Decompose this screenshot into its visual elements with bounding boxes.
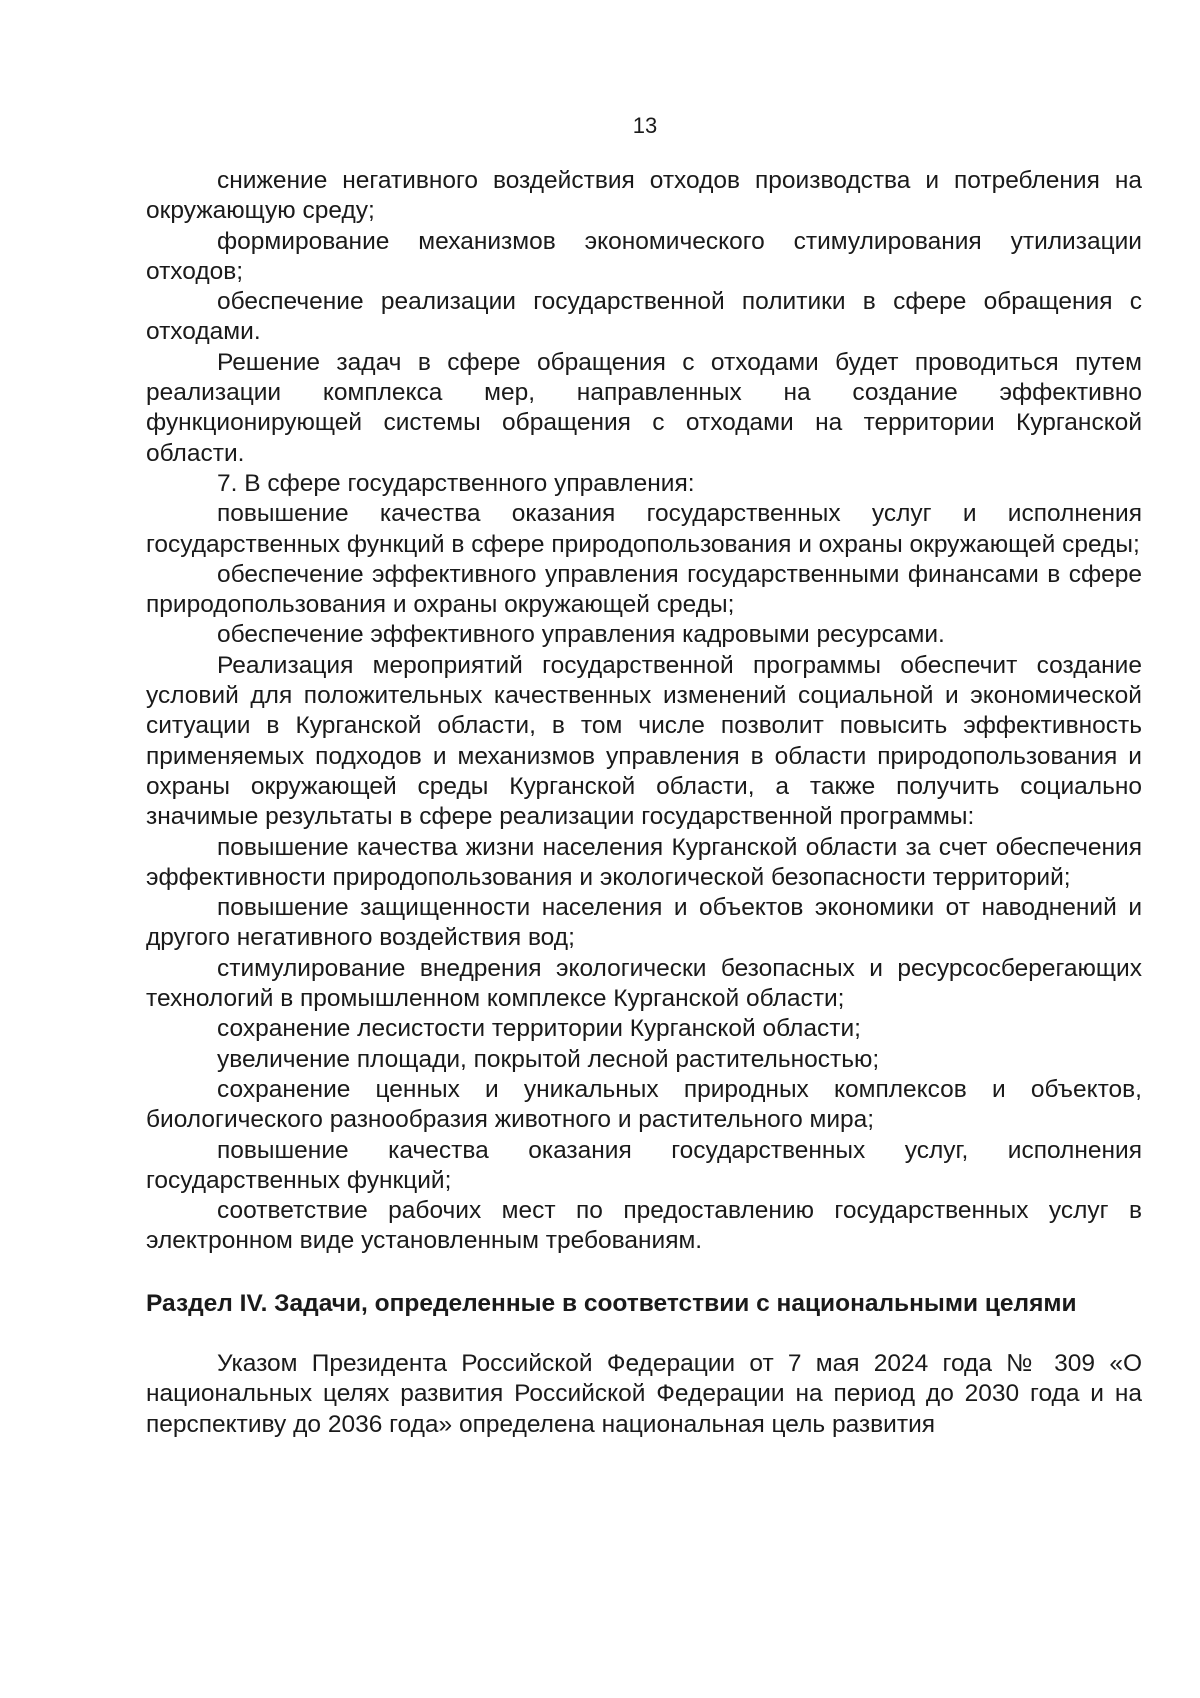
paragraph: Решение задач в сфере обращения с отходами будет проводиться путем реализации комплекса мер, направленных на создание эффективно функционирующей системы обращения с отходами на территории Курганской области. (146, 348, 1142, 467)
paragraph: соответствие рабочих мест по предоставлению государственных услуг в электронном виде установленным требованиям. (146, 1197, 1142, 1255)
page-number: 13 (632, 113, 658, 138)
paragraph: повышение качества оказания государственных услуг, исполнения государственных функций; (146, 1136, 1142, 1194)
paragraph: Реализация мероприятий государственной программы обеспечит создание условий для положительных качественных изменений социальной и экономической ситуации в Курганской области, в том числе позволит повысить эффективность применяемых подходов и механизмов управления в области природопользования и охраны окружающей среды Курганской области, а также получить социально значимые результаты в сфере реализации государственной программы: (146, 651, 1142, 831)
section-heading: Раздел IV. Задачи, определенные в соответствии с национальными целями (146, 1289, 1077, 1317)
closing-paragraph: Указом Президента Российской Федерации от 7 мая 2024 года № 309 «О национальных целях развития Российской Федерации на период до 2030 года и на перспективу до 2036 года» определена национальная цель развития (146, 1349, 1142, 1438)
paragraph: формирование механизмов экономического стимулирования утилизации отходов; (146, 227, 1142, 285)
paragraph: обеспечение эффективного управления кадровыми ресурсами. (217, 621, 945, 649)
paragraph: сохранение лесистости территории Курганской области; (217, 1015, 861, 1043)
paragraph: обеспечение реализации государственной политики в сфере обращения с отходами. (146, 288, 1142, 346)
document-body (146, 166, 1142, 1440)
paragraph: стимулирование внедрения экологически безопасных и ресурсосберегающих технологий в промышленном комплексе Курганской области; (146, 954, 1142, 1013)
paragraph: повышение качества оказания государственных услуг и исполнения государственных функций в сфере природопользования и охраны окружающей среды; (146, 500, 1142, 558)
paragraph: обеспечение эффективного управления государственными финансами в сфере природопользования и охраны окружающей среды; (146, 560, 1142, 619)
paragraph: повышение качества жизни населения Курганской области за счет обеспечения эффективности природопользования и экологической безопасности территорий; (146, 833, 1142, 891)
paragraph: повышение защищенности населения и объектов экономики от наводнений и другого негативного воздействия вод; (146, 894, 1142, 952)
paragraph: сохранение ценных и уникальных природных комплексов и объектов, биологического разнообразия животного и растительного мира; (146, 1075, 1142, 1134)
paragraph: увеличение площади, покрытой лесной растительностью; (217, 1045, 880, 1073)
paragraph: снижение негативного воздействия отходов производства и потребления на окружающую среду; (146, 167, 1142, 225)
paragraph: 7. В сфере государственного управления: (217, 469, 695, 497)
